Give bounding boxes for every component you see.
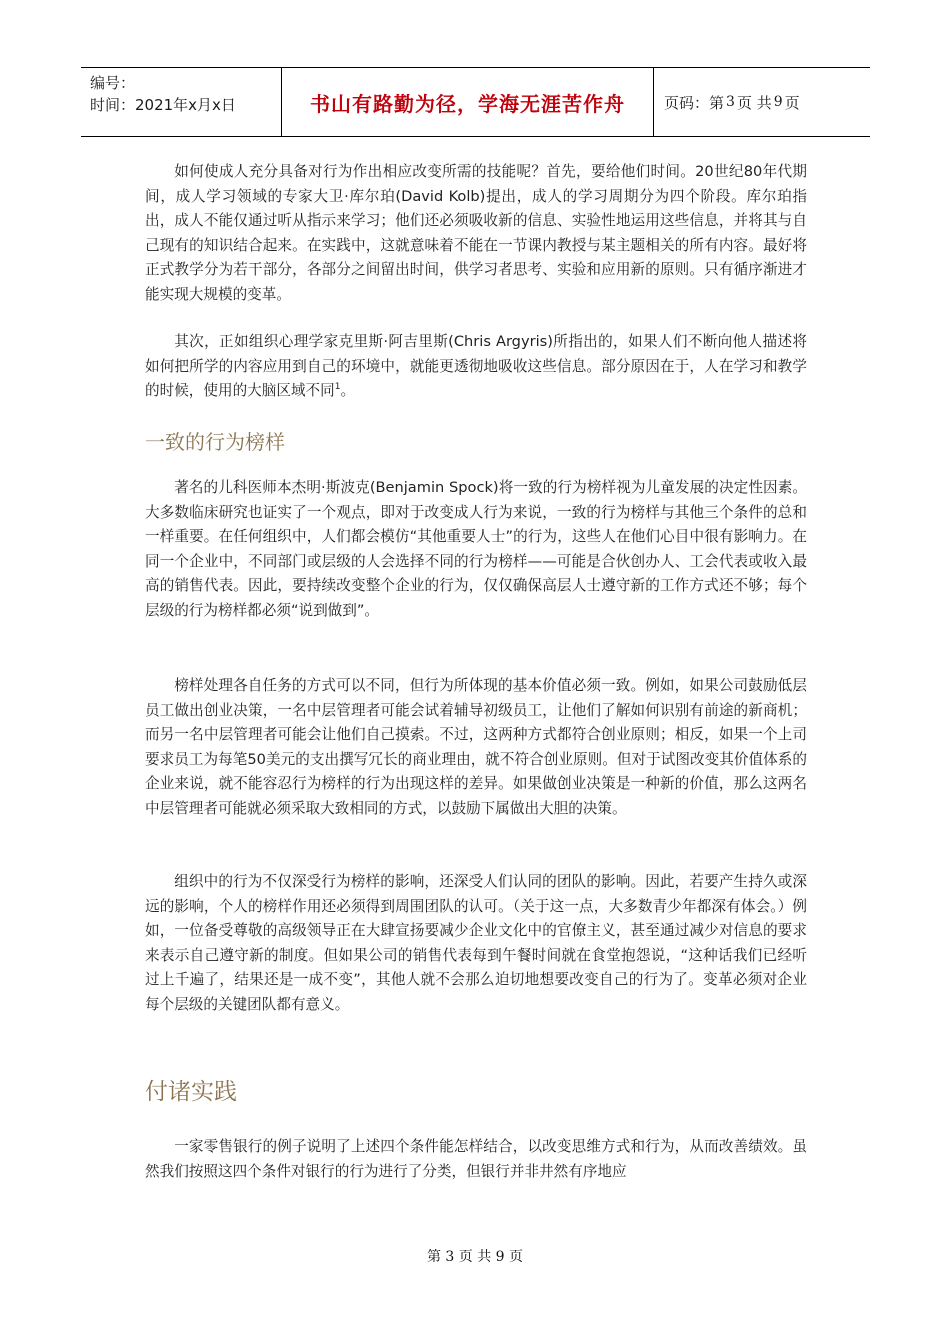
page-label-mid: 页 共 (736, 93, 772, 112)
page-footer: 第 3 页 共 9 页 (426, 1249, 524, 1265)
date-text: 时间：2021年x月x日 (90, 96, 236, 114)
paragraph-2-end: 。 (340, 382, 356, 399)
page-label-suffix: 页 (784, 93, 800, 112)
header-motto: 书山有路勤为径，学海无涯苦作舟 (282, 68, 654, 136)
footnote-ref: 1 (334, 382, 341, 393)
header-page-info (654, 68, 870, 136)
paragraph-2 (145, 330, 807, 404)
paragraph-5: 组织中的行为不仅深受行为榜样的影响，还深受人们认同的团队的影响。因此，若要产生持久或深远的影响，个人的榜样作用还必须得到周围团队的认可。（关于这一点，大多数青少年都深有体会。）例如，一位备受尊敬的高级领导正在大肆宣扬要减少企业文化中的官僚主义，甚至通过减少对信息的要求来表示自己遵守新的制度。但如果公司的销售代表每到午餐时间就在食堂抱怨说，“这种话我们已经听过上千遍了，结果还是一成不变”，其他人就不会那么迫切地想要改变自己的行为了。变革必须对企业每个层级的关键团队都有意义。 (145, 873, 807, 1013)
page-current: 3 (726, 94, 735, 110)
paragraph-4: 榜样处理各自任务的方式可以不同，但行为所体现的基本价值必须一致。例如，如果公司鼓励低层员工做出创业决策，一名中层管理者可能会试着辅导初级员工，让他们了解如何识别有前途的新商机；而另一名中层管理者可能会让他们自己摸索。不过，这两种方式都符合创业原则；相反，如果一个上司要求员工为每笔50美元的支出撰写冗长的商业理由，就不符合创业原则。但对于试图改变其价值体系的企业来说，就不能容忍行为榜样的行为出现这样的差异。如果做创业决策是一种新的价值，那么这两名中层管理者可能就必须采取大致相同的方式，以鼓励下属做出大胆的决策。 (145, 677, 807, 817)
page-label-prefix: 页码：第 (664, 93, 725, 112)
paragraph-3: 著名的儿科医师本杰明·斯波克(Benjamin Spock)将一致的行为榜样视为儿童发展的决定性因素。大多数临床研究也证实了一个观点，即对于改变成人行为来说，一致的行为榜样与其他三个条件的总和一样重要。在任何组织中，人们都会模仿“其他重要人士”的行为，这些人在他们心目中很有影响力。在同一个企业中，不同部门或层级的人会选择不同的行为榜样——可能是合伙创办人、工会代表或收入最高的销售代表。因此，要持续改变整个企业的行为，仅仅确保高层人士遵守新的工作方式还不够；每个层级的行为榜样都必须“说到做到”。 (145, 479, 807, 619)
header-table (81, 67, 870, 137)
section-heading-in-practice: 付诸实践 (145, 1079, 237, 1105)
paragraph-1: 如何使成人充分具备对行为作出相应改变所需的技能呢？首先，要给他们时间。20世纪80年代期间，成人学习领域的专家大卫·库尔珀(David Kolb)提出，成人的学习周期分为四个阶段。库尔珀指出，成人不能仅通过听从指示来学习；他们还必须吸收新的信息、实验性地运用这些信息，并将其与自己现有的知识结合起来。在实践中，这就意味着不能在一节课内教授与某主题相关的所有内容。最好将正式教学分为若干部分，各部分之间留出时间，供学习者思考、实验和应用新的原则。只有循序渐进才能实现大规模的变革。 (145, 163, 807, 303)
paragraph-2-text: 其次，正如组织心理学家克里斯·阿吉里斯(Chris Argyris)所指出的，如果人们不断向他人描述将如何把所学的内容应用到自己的环境中，就能更透彻地吸收这些信息。部分原因在于，人在学习和教学的时候，使用的大脑区域不同 (145, 333, 807, 399)
section-heading-role-models: 一致的行为榜样 (145, 430, 285, 454)
serial-label: 编号： (90, 74, 136, 92)
header-meta (81, 68, 282, 136)
page-total: 9 (773, 94, 783, 110)
paragraph-6: 一家零售银行的例子说明了上述四个条件能怎样结合，以改变思维方式和行为，从而改善绩效。虽然我们按照这四个条件对银行的行为进行了分类，但银行并非井然有序地应 (145, 1138, 807, 1180)
